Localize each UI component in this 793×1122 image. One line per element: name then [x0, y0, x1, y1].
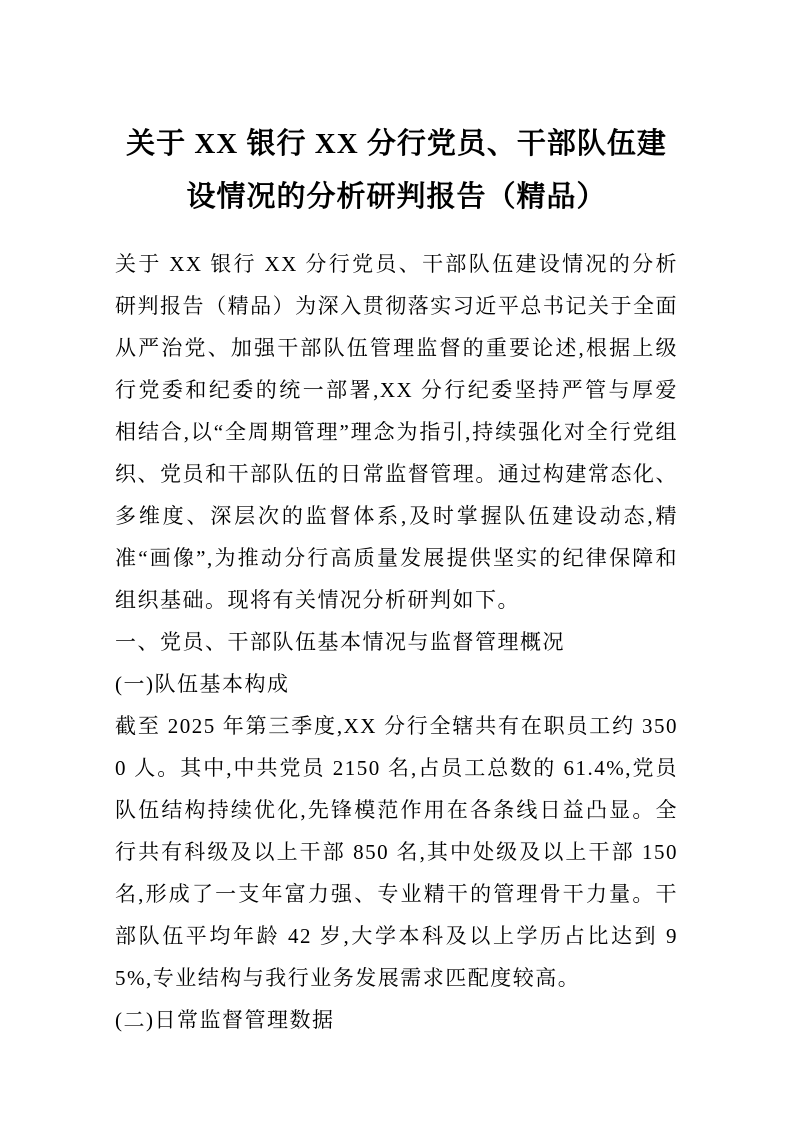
paragraph-intro: 关于 XX 银行 XX 分行党员、干部队伍建设情况的分析研判报告（精品）为深入贯彻落实习近平总书记关于全面从严治党、加强干部队伍管理监督的重要论述,根据上级行党委和纪委的统一部署,XX 分行纪委坚持严管与厚爱相结合,以“全周期管理”理念为指引,持续强化对全行党组织、党员和干部队伍的日常监督管理。通过构建常态化、多维度、深层次的监督体系,及时掌握队伍建设动态,精准“画像”,为推动分行高质量发展提供坚实的纪律保障和组织基础。现将有关情况分析研判如下。: [115, 252, 678, 612]
document-title: 关于 XX 银行 XX 分行党员、干部队伍建设情况的分析研判报告（精品）: [126, 128, 667, 213]
paragraph-team-composition: 截至 2025 年第三季度,XX 分行全辖共有在职员工约 3500 人。其中,中共党员 2150 名,占员工总数的 61.4%,党员队伍结构持续优化,先锋模范作用在各条线日益凸显。全行共有科级及以上干部 850 名,其中处级及以上干部 150 名,形成了一支年富力强、专业精干的管理骨干力量。干部队伍平均年龄 42 岁,大学本科及以上学历占比达到 95%,专业结构与我行业务发展需求匹配度较高。: [115, 714, 678, 990]
document-body: [115, 243, 678, 1041]
heading-subsection-1-1: (一)队伍基本构成: [115, 672, 290, 696]
heading-section-1: 一、党员、干部队伍基本情况与监督管理概况: [115, 630, 565, 654]
heading-subsection-1-2: (二)日常监督管理数据: [115, 1008, 335, 1032]
